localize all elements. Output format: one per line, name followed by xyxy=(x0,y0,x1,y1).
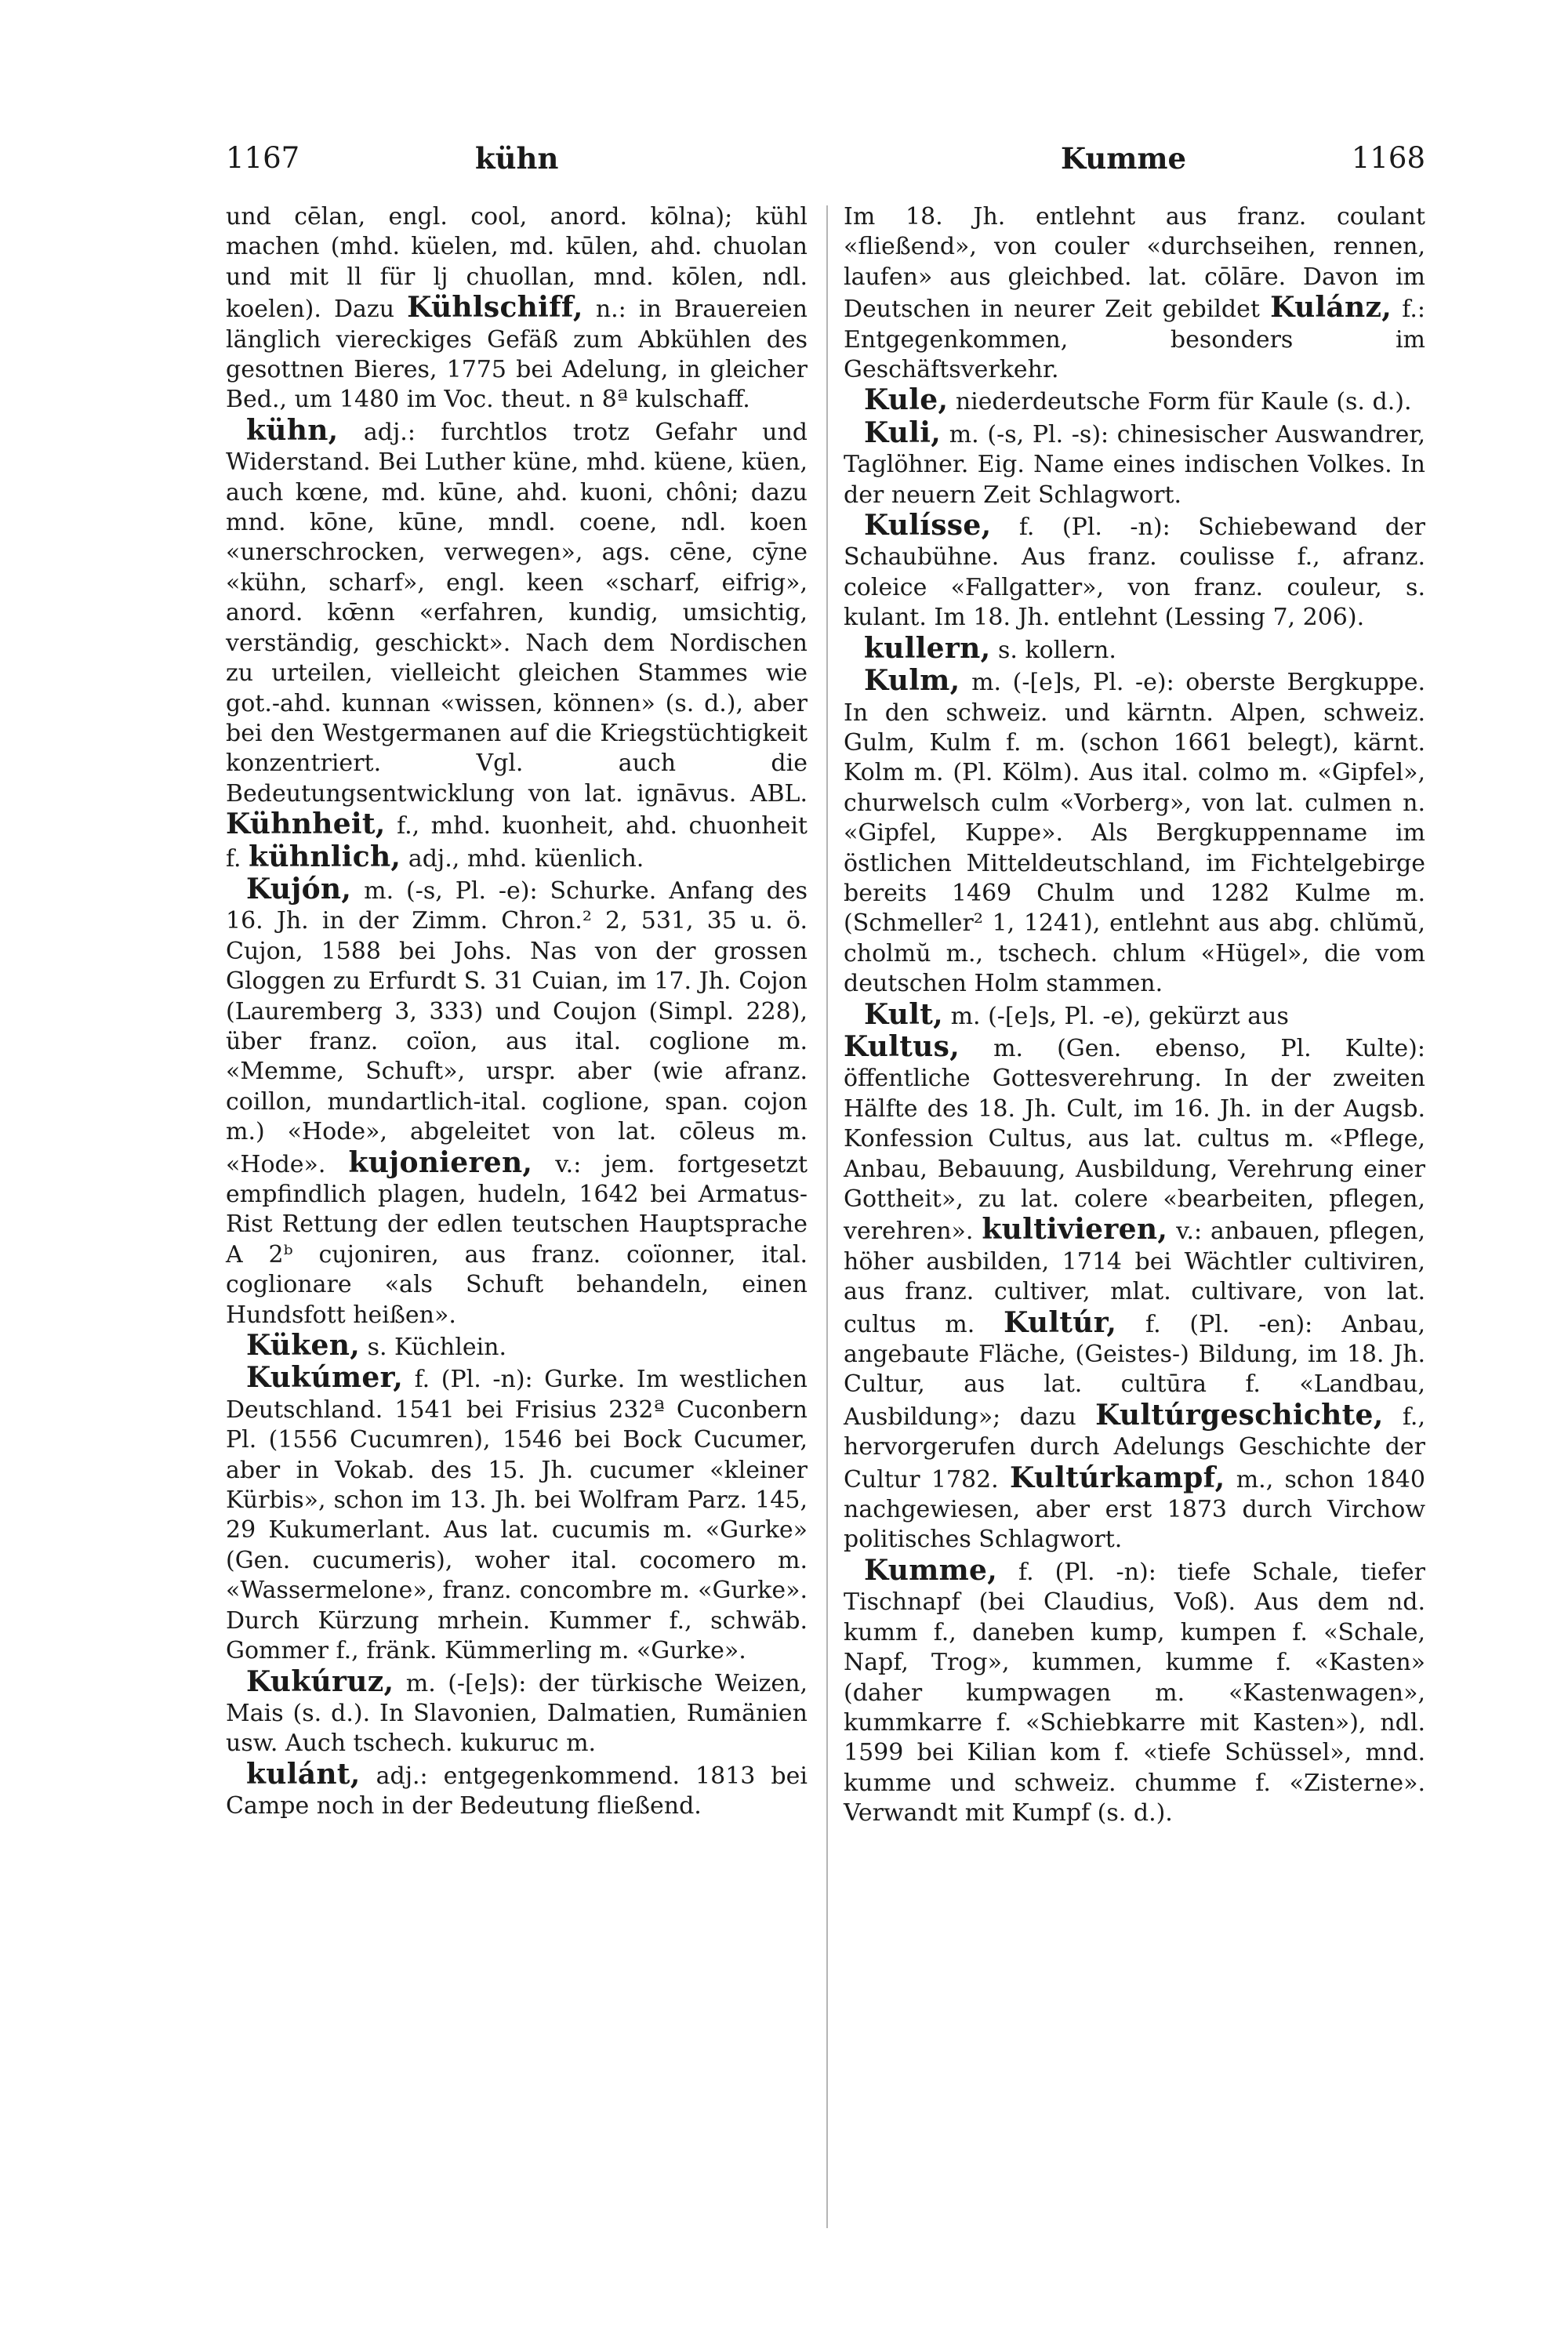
left-column xyxy=(226,202,808,1822)
headword-kuehlschiff: Kühlschiff, xyxy=(407,291,583,325)
headword-kumme: Kumme, xyxy=(864,1553,998,1587)
headword-kulant: kulánt, xyxy=(246,1757,361,1791)
entry-kult: Kult, m. (-[e]s, Pl. -e), gekürzt aus xyxy=(864,997,1289,1031)
headword-kuehnheit: Kühnheit, xyxy=(226,808,386,841)
entry-kuehlen-continued: und cēlan, engl. cool, anord. kōlna); kühl machen (mhd. küelen, md. kūlen, ahd. chuolan und mit ll für lj chuollan, mnd. kōlen, ndl. koelen). Dazu Kühlschiff, n.: in Brauereien länglich viereckiges Gefäß zum Abkühlen des gesottnen Bieres, 1775 bei Adelung, in gleicher Bed., um 1480 im Voc. theut. n 8ª kulschaff. xyxy=(226,203,808,414)
headword-kulturgeschichte: Kultúrgeschichte, xyxy=(1095,1398,1384,1432)
headword-kulanz: Kulánz, xyxy=(1270,291,1392,325)
headword-kulisse: Kulísse, xyxy=(864,509,992,543)
headword-kujon: Kujón, xyxy=(246,872,352,906)
headword-kultur: Kultúr, xyxy=(1004,1305,1117,1339)
headword-kukuruz: Kukúruz, xyxy=(246,1664,394,1698)
headword-kultivieren: kultivieren, xyxy=(982,1213,1168,1247)
headword-kule: Kule, xyxy=(864,383,949,417)
entry-kullern: kullern, s. kollern. xyxy=(864,631,1116,665)
entry-kulm: Kulm, m. (-[e]s, Pl. -e): oberste Bergkuppe. In den schweiz. und kärntn. Alpen, schweiz. Gulm, Kulm f. m. (schon 1661 belegt), kärnt. Kolm m. (Pl. Kölm). Aus ital. colmo m. «Gipfel», churwelsch culm «Vorberg», von lat. culmen n. «Gipfel, Kuppe». Als Bergkuppenname im östlichen Mitteldeutschland, im Fichtelgebirge bereits 1469 Chulm und 1282 Kulme m. (Schmeller² 1, 1241), entlehnt aus abg. chlŭmŭ, cholmŭ m., tschech. chlum «Hügel», die vom deutschen Holm stammen. xyxy=(844,664,1425,998)
right-column xyxy=(844,202,1425,1829)
headword-kuehnlich: kühnlich, xyxy=(249,840,401,873)
headword-kueken: Küken, xyxy=(246,1329,361,1363)
headword-kuli: Kuli, xyxy=(864,416,942,449)
running-head-right: Kumme xyxy=(1061,141,1187,176)
entry-kultus: Kultus, m. (Gen. ebenso, Pl. Kulte): öffentliche Gottesverehrung. In der zweiten Hälfte des 18. Jh. Cult, im 16. Jh. in der Augsb. Konfession Cultus, aus lat. cultus m. «Pflege, Anbau, Bebauung, Ausbildung, Verehrung einer Gottheit», zu lat. colere «bearbeiten, pflegen, verehren». kultivieren, v.: anbauen, pflegen, höher ausbilden, 1714 bei Wächtler cultiviren, aus franz. cultiver, mlat. cultivare, von lat. cultus m. Kultúr, f. (Pl. -en): Anbau, angebaute Fläche, (Geistes-) Bildung, im 18. Jh. Cultur, aus lat. cultūra f. «Landbau, Ausbildung»; dazu Kultúrgeschichte, f., hervorgerufen durch Adelungs Geschichte der Cultur 1782. Kultúrkampf, m., schon 1840 nachgewiesen, aber erst 1873 durch Virchow politisches Schlagwort. xyxy=(844,1029,1425,1554)
headword-kujonieren: kujonieren, xyxy=(348,1145,533,1179)
headword-kukumer: Kukúmer, xyxy=(246,1361,404,1395)
entry-kulant: kulánt, adj.: entgegenkommend. 1813 bei Campe noch in der Bedeutung fließend. xyxy=(226,1757,808,1820)
headword-kultus: Kultus, xyxy=(844,1029,960,1063)
entry-kueken: Küken, s. Küchlein. xyxy=(246,1329,507,1363)
headword-kullern: kullern, xyxy=(864,631,991,665)
headword-kulm: Kulm, xyxy=(864,664,960,698)
page-number-left: 1167 xyxy=(226,141,300,175)
entry-kulant-continued: Im 18. Jh. entlehnt aus franz. coulant «fließend», von couler «durchseihen, rennen, laufen» aus gleichbed. lat. cōlāre. Davon im Deutschen in neurer Zeit gebildet Kulánz, f.: Entgegenkommen, besonders im Geschäftsverkehr. xyxy=(844,203,1425,384)
entry-kukuruz: Kukúruz, m. (-[e]s): der türkische Weizen, Mais (s. d.). In Slavonien, Dalmatien, Rumänien usw. Auch tschech. kukuruc m. xyxy=(226,1664,808,1758)
column-divider xyxy=(826,205,828,2228)
page-number-right: 1168 xyxy=(1351,141,1425,175)
entry-kumme: Kumme, f. (Pl. -n): tiefe Schale, tiefer Tischnapf (bei Claudius, Voß). Aus dem nd. kumm f., daneben kump, kumpen f. «Schale, Napf, Trog», kummen, kumme f. «Kasten» (daher kumpwagen m. «Kastenwagen», kummkarre f. «Schiebkarre mit Kasten»), ndl. 1599 bei Kilian kom f. «tiefe Schüssel», mnd. kumme und schweiz. chumme f. «Zisterne». Verwandt mit Kumpf (s. d.). xyxy=(844,1553,1425,1828)
headword-kuehn: kühn, xyxy=(246,413,339,447)
entry-kuehn: kühn, adj.: furchtlos trotz Gefahr und Widerstand. Bei Luther küne, mhd. küene, küen, auch kœne, md. kūne, ahd. kuoni, chôni; dazu mnd. kōne, kūne, mndl. coene, ndl. koen «unerschrocken, verwegen», ags. cēne, cȳne «kühn, scharf», engl. keen «scharf, eifrig», anord. kœ̄nn «erfahren, kundig, umsichtig, verständig, geschickt». Nach dem Nordischen zu urteilen, vielleicht gleichen Stammes wie got.-ahd. kunnan «wissen, können» (s. d.), aber bei den Westgermanen auf die Kriegstüchtigkeit konzentriert. Vgl. auch die Bedeutungsentwicklung von lat. ignāvus. ABL. Kühnheit, f., mhd. kuonheit, ahd. chuonheit f. kühnlich, adj., mhd. küenlich. xyxy=(226,413,808,873)
entry-kukumer: Kukúmer, f. (Pl. -n): Gurke. Im westlichen Deutschland. 1541 bei Frisius 232ª Cuconbern Pl. (1556 Cucumren), 1546 bei Bock Cucumer, aber in Vokab. des 15. Jh. cucumer «kleiner Kürbis», schon im 13. Jh. bei Wolfram Parz. 145, 29 Kukumerlant. Aus lat. cucumis m. «Gurke» (Gen. cucumeris), woher ital. cocomero m. «Wassermelone», franz. concombre m. «Gurke». Durch Kürzung mrhein. Kummer f., schwäb. Gommer f., fränk. Kümmerling m. «Gurke». xyxy=(226,1361,808,1665)
entry-kuli: Kuli, m. (-s, Pl. -s): chinesischer Auswandrer, Taglöhner. Eig. Name eines indischen Volkes. In der neuern Zeit Schlagwort. xyxy=(844,416,1425,509)
entry-kujon: Kujón, m. (-s, Pl. -e): Schurke. Anfang des 16. Jh. in der Zimm. Chron.² 2, 531, 35 u. ö. Cujon, 1588 bei Johs. Nas von der grossen Gloggen zu Erfurdt S. 31 Cuian, im 17. Jh. Cojon (Lauremberg 3, 333) und Coujon (Simpl. 228), über franz. coïon, aus ital. coglione m. «Memme, Schuft», urspr. aber (wie afranz. coillon, mundartlich-ital. coglione, span. cojon m.) «Hode», abgeleitet von lat. cōleus m. «Hode». kujonieren, v.: jem. fortgesetzt empfindlich plagen, hudeln, 1642 bei Armatus-Rist Rettung der edlen teutschen Hauptsprache A 2ᵇ cujoniren, aus franz. coïonner, ital. coglionare «als Schuft behandeln, einen Hundsfott heißen». xyxy=(226,872,808,1329)
running-head-left: kühn xyxy=(475,141,559,176)
entry-kulisse: Kulísse, f. (Pl. -n): Schiebewand der Schaubühne. Aus franz. coulisse f., afranz. coleice «Fallgatter», von franz. couleur, s. kulant. Im 18. Jh. entlehnt (Lessing 7, 206). xyxy=(844,509,1426,632)
entry-kule: Kule, niederdeutsche Form für Kaule (s. d.). xyxy=(864,383,1412,417)
headword-kult: Kult, xyxy=(864,997,944,1031)
page-header xyxy=(226,140,1425,187)
headword-kulturkampf: Kultúrkampf, xyxy=(1009,1461,1225,1494)
